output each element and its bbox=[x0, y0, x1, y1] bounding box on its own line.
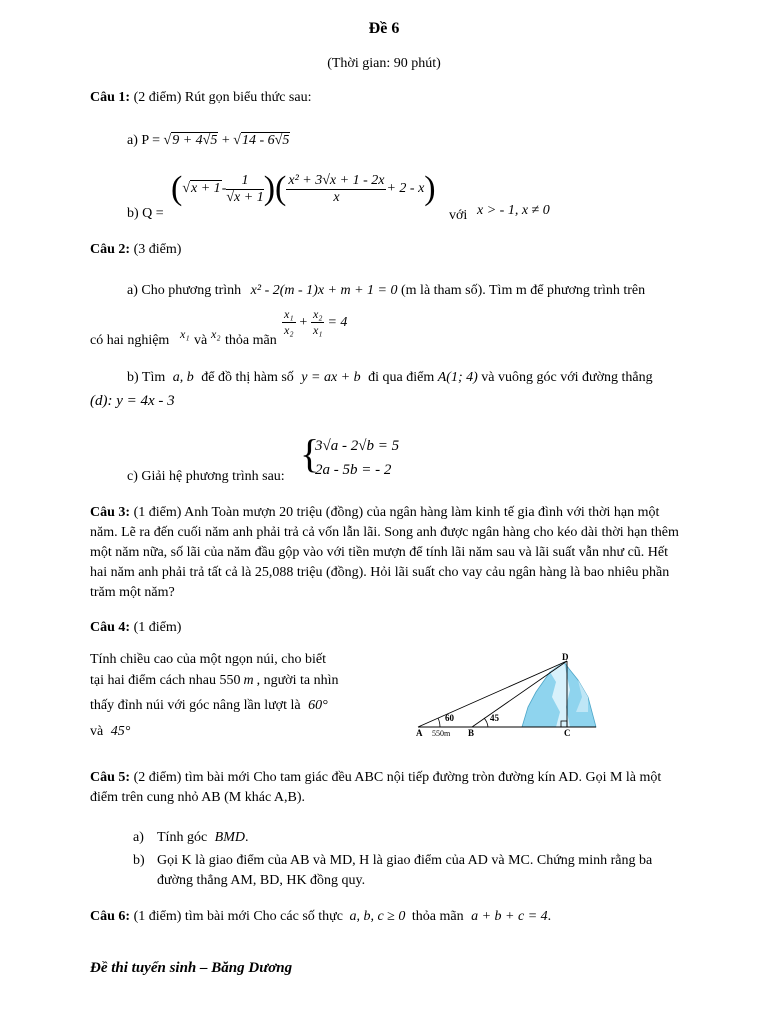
q2-b-point: A(1; 4) bbox=[437, 370, 478, 385]
q6-label: Câu 6: bbox=[90, 909, 131, 924]
q2-b-ab: a, b bbox=[172, 370, 194, 385]
q2-heading bbox=[90, 242, 181, 258]
q6-text: (1 điểm) tìm bài mới Cho các số thực bbox=[130, 909, 343, 924]
q1-b-tail: + 2 - x bbox=[386, 181, 425, 196]
mountain-shape bbox=[522, 662, 596, 727]
page-title: Đề 6 bbox=[368, 20, 400, 37]
q1-b-with: với bbox=[449, 208, 468, 223]
angle-arc-45 bbox=[484, 718, 488, 727]
q5-a-angle: BMD bbox=[214, 830, 245, 845]
q4-line3: thấy đỉnh núi với góc nâng lần lượt là 60° bbox=[90, 698, 328, 713]
q4-line1: Tính chiều cao của một ngọn núi, cho biết bbox=[90, 652, 326, 667]
q2-b-through: đi qua điểm bbox=[368, 370, 435, 385]
angle-arc-60 bbox=[438, 718, 440, 727]
q1-part-a: a) P = √9 + 4√5 + √14 - 6√5 bbox=[127, 133, 290, 148]
q2-a-equation: x² - 2(m - 1)x + m + 1 = 0 bbox=[250, 283, 398, 298]
q2-a-condition: $\frac{\text{x₁}}{\text{x₂}}$ + $\frac{\text{x₂}}{\text{x₁}}$ = 4 bbox=[284, 307, 348, 337]
q5-text: (2 điểm) tìm bài mới Cho tam giác đều ABC nội tiếp đường tròn đường kín AD. Gọi M là một điểm trên cung nhỏ AB (M khác A,B). bbox=[90, 770, 662, 805]
q3-paragraph bbox=[90, 503, 680, 603]
label-B: B bbox=[468, 728, 475, 738]
q2-a-satisfy: thỏa mãn bbox=[225, 333, 277, 348]
q1-a-radicand2: 14 - 6√5 bbox=[241, 133, 290, 148]
q5-paragraph bbox=[90, 768, 680, 808]
q1-b-frac1: $\frac{1}{√x + 1}$ bbox=[226, 172, 264, 205]
q1-b-prefix: b) Q = bbox=[127, 206, 164, 221]
q2-a-rest: (m là tham số). Tìm m để phương trình trên bbox=[401, 283, 646, 298]
q2-b-mid: để đồ thị hàm số bbox=[201, 370, 294, 385]
q4-line2: tại hai điểm cách nhau 550 m , người ta nhìn bbox=[90, 673, 339, 688]
q2-a-x2: x₂ bbox=[211, 327, 221, 341]
q4-line4: và 45° bbox=[90, 724, 131, 739]
q1-a-prefix: a) P = bbox=[127, 133, 161, 148]
label-45: 45 bbox=[490, 713, 499, 723]
q5-label: Câu 5: bbox=[90, 770, 131, 785]
q2-c-start: c) Giải hệ phương trình sau: bbox=[127, 469, 285, 484]
label-C: C bbox=[564, 728, 571, 738]
q1-b-condition: x > - 1, x ≠ 0 bbox=[477, 203, 550, 218]
q6-sum: a + b + c = 4 bbox=[471, 909, 548, 924]
q2-part-a-line1 bbox=[127, 283, 645, 299]
q1-a-plus: + bbox=[218, 133, 234, 148]
q4-label: Câu 4: bbox=[90, 620, 131, 635]
q2-b-perp: và vuông góc với đường thẳng bbox=[481, 370, 653, 385]
q1-text: (2 điểm) Rút gọn biểu thức sau: bbox=[130, 90, 312, 105]
q5-part-b: b) Gọi K là giao điểm của AB và MD, H là giao điểm của AD và MC. Chứng minh rằng ba đường thẳng AM, BD, HK đồng quy. bbox=[133, 853, 653, 888]
q2-a-line2: có hai nghiệm bbox=[90, 333, 170, 348]
q6-condition: a, b, c ≥ 0 bbox=[349, 909, 406, 924]
q4-text: (1 điểm) bbox=[130, 620, 182, 635]
q1-b-frac2: $\frac{\text{x² + 3√x + 1 - 2x}}{x}$ bbox=[288, 172, 385, 205]
q1-b-sqrt: x + 1 bbox=[191, 181, 221, 196]
q3-label: Câu 3: bbox=[90, 505, 131, 520]
q2-a-start: a) Cho phương trình bbox=[127, 283, 242, 298]
q2-text: (3 điểm) bbox=[130, 242, 182, 257]
q2-b-function: y = ax + b bbox=[301, 370, 361, 385]
label-D: D bbox=[562, 652, 569, 662]
q2-a-and: và bbox=[194, 333, 208, 348]
q2-c-eq2: 2a - 5b = - 2 bbox=[315, 462, 392, 478]
footer-text: Đề thi tuyển sinh – Băng Dương bbox=[90, 960, 293, 976]
q2-c-eq1: 3√a - 2√b = 5 bbox=[315, 438, 400, 454]
q2-b-start: b) Tìm bbox=[127, 370, 166, 385]
q5-part-a: a) Tính góc BMD. bbox=[133, 830, 249, 845]
q2-part-c: c) Giải hệ phương trình sau: { 3√a - 2√b = 5 2a - 5b = - 2 bbox=[127, 431, 400, 484]
q2-part-a-line2 bbox=[90, 305, 390, 347]
q2-a-x1: x₁ bbox=[180, 327, 190, 341]
time-limit: (Thời gian: 90 phút) bbox=[327, 56, 441, 71]
q2-b-line: (d): y = 4x - 3 bbox=[90, 393, 175, 409]
label-A: A bbox=[416, 728, 423, 738]
q3-text: (1 điểm) Anh Toàn mượn 20 triệu (đồng) của ngân hàng làm kinh tế gia đình với thời hạn một năm. Lẽ ra đến cuối năm anh phải trả cả vốn lẫn lãi. Song anh được ngân hàng cho kéo dài thời hạn thêm một năm nữa, số lãi của năm đầu gộp vào với tiền mượn để tính lãi năm sau và lãi suất vẫn như cũ. Hết hai năm anh phải trả tất cả là 25,088 triệu (đồng). Hỏi lãi suất cho vay cảu ngân hàng là bao nhiêu phần trăm một năm? bbox=[90, 505, 679, 600]
label-distance: 550m bbox=[432, 729, 451, 738]
q1-heading bbox=[90, 90, 311, 106]
q1-a-radicand1: 9 + 4√5 bbox=[172, 133, 218, 148]
mountain-figure bbox=[410, 652, 600, 742]
q1-b-minus: - bbox=[221, 181, 227, 196]
q1-label: Câu 1: bbox=[90, 90, 131, 105]
label-60: 60 bbox=[445, 713, 454, 723]
q2-part-b-line1 bbox=[127, 370, 653, 386]
q4-heading bbox=[90, 620, 181, 636]
q2-label: Câu 2: bbox=[90, 242, 131, 257]
q6-paragraph: Câu 6: (1 điểm) tìm bài mới Cho các số thực a, b, c ≥ 0 thỏa mãn a + b + c = 4. bbox=[90, 909, 552, 924]
